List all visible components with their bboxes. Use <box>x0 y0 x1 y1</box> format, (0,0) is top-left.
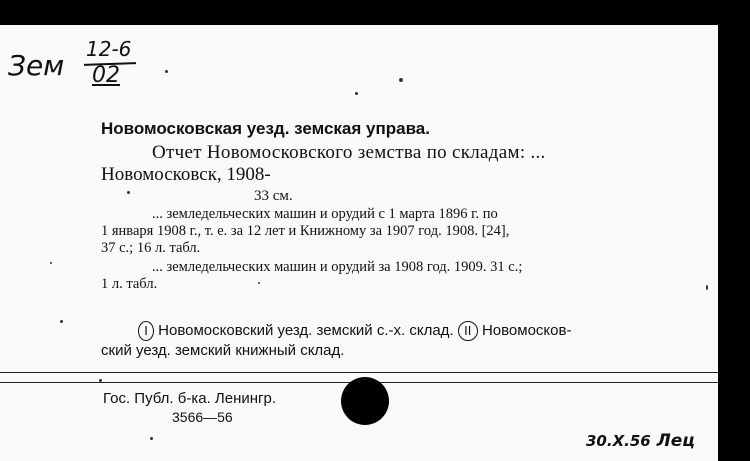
handwritten-signature: Лец <box>650 431 695 451</box>
speck <box>399 78 403 82</box>
library-name: Гос. Публ. б-ка. Ленингр. <box>103 390 277 407</box>
shelfmark-denominator: 02 <box>92 63 120 88</box>
handwritten-date-text: 30.X.56 <box>586 432 651 450</box>
tracing-text-1: Новомосковский уезд. земский с.-х. склад. <box>158 321 454 339</box>
library-number: 3566—56 <box>172 409 233 425</box>
speck <box>706 285 708 290</box>
divider-rule-upper <box>0 372 718 373</box>
title-line-1: Отчет Новомосковского земства по складам: ... <box>152 142 546 163</box>
library-stamp <box>341 377 389 425</box>
handwritten-date <box>586 433 695 450</box>
speck <box>127 191 130 194</box>
entry-2-line-1: ... земледельческих машин и орудий за 1908 год. 1909. 31 с.; <box>152 259 523 275</box>
roman-one-mark: I <box>138 321 154 341</box>
title-line-2: Новомосковск, 1908- <box>101 164 271 185</box>
speck <box>355 92 358 95</box>
speck <box>258 282 260 284</box>
speck <box>165 70 168 73</box>
speck <box>60 320 63 323</box>
roman-two-mark: II <box>458 321 478 341</box>
entry-1-line-3: 37 с.; 16 л. табл. <box>101 240 201 256</box>
entry-2-line-2: 1 л. табл. <box>101 276 158 292</box>
entry-1-line-1: ... земледельческих машин и орудий с 1 марта 1896 г. по <box>152 206 498 222</box>
speck <box>99 379 102 382</box>
card-heading: Новомосковская уезд. земская управа. <box>101 119 430 138</box>
speck <box>150 437 153 440</box>
tracing-line-1 <box>138 321 571 341</box>
speck <box>50 262 52 264</box>
tracing-text-2: Новомосков- <box>481 321 572 339</box>
tracing-line-2: ский уезд. земский книжный склад. <box>101 342 345 359</box>
catalog-card <box>0 25 718 461</box>
shelfmark-prefix: Зем <box>8 49 65 82</box>
shelfmark-numerator: 12-6 <box>86 37 132 61</box>
entry-1-line-2: 1 января 1908 г., т. е. за 12 лет и Книжному за 1907 год. 1908. [24], <box>101 223 510 239</box>
size-note: 33 см. <box>254 188 293 204</box>
